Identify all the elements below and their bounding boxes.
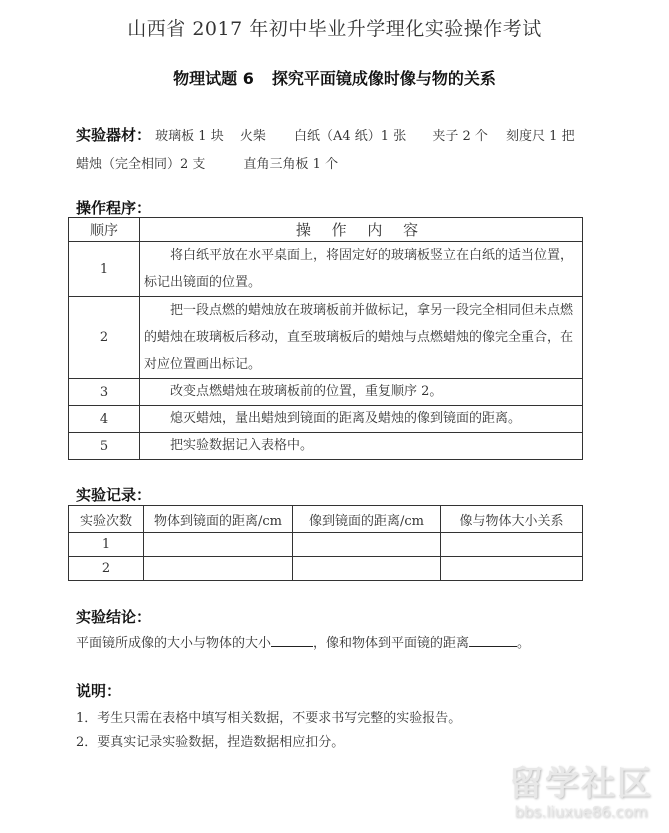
step-text: 改变点燃蜡烛在玻璃板前的位置，重复顺序 2。 xyxy=(140,379,583,406)
step-text: 把实验数据记入表格中。 xyxy=(140,433,583,460)
table-row xyxy=(69,433,583,460)
subtitle-topic: 探究平面镜成像时像与物的关系 xyxy=(271,69,496,88)
materials-line-2 xyxy=(76,153,575,172)
object-distance-cell[interactable] xyxy=(144,533,293,557)
object-distance-cell[interactable] xyxy=(144,557,293,581)
step-text: 将白纸平放在水平桌面上，将固定好的玻璃板竖立在白纸的适当位置，标记出镜面的位置。 xyxy=(140,242,583,297)
step-number: 1 xyxy=(69,242,140,297)
record-heading: 实验记录： xyxy=(76,486,152,504)
material-item: 刻度尺 1 把 xyxy=(506,129,575,144)
conclusion-text xyxy=(76,632,530,651)
document-title: 山西省 2017 年初中毕业升学理化实验操作考试 xyxy=(127,18,542,40)
conclusion-part-1: 平面镜所成像的大小与物体的大小 xyxy=(76,636,272,651)
column-header: 像与物体大小关系 xyxy=(441,506,583,533)
record-table xyxy=(68,505,583,581)
image-distance-cell[interactable] xyxy=(293,557,441,581)
watermark-logo xyxy=(501,765,661,827)
size-relation-cell[interactable] xyxy=(441,557,583,581)
image-distance-cell[interactable] xyxy=(293,533,441,557)
column-header: 物体到镜面的距离/cm xyxy=(144,506,293,533)
procedure-header-row xyxy=(69,218,583,242)
note-item: 2．要真实记录实验数据，捏造数据相应扣分。 xyxy=(76,735,345,750)
materials-line-1 xyxy=(76,124,575,145)
trial-number: 2 xyxy=(69,557,144,581)
step-number: 5 xyxy=(69,433,140,460)
step-text: 把一段点燃的蜡烛放在玻璃板前并做标记，拿另一段完全相同但未点燃的蜡烛在玻璃板后移动，直至玻璃板后的蜡烛与点燃蜡烛的像完全重合，在对应位置画出标记。 xyxy=(140,297,583,379)
subtitle-prefix: 物理试题 6 xyxy=(173,69,254,88)
trial-number: 1 xyxy=(69,533,144,557)
table-row xyxy=(69,406,583,433)
column-header: 实验次数 xyxy=(69,506,144,533)
material-item: 直角三角板 1 个 xyxy=(243,157,339,172)
blank-distance-answer[interactable] xyxy=(469,634,517,647)
table-row xyxy=(69,297,583,379)
step-number: 3 xyxy=(69,379,140,406)
watermark-main: 留学社区 xyxy=(509,764,653,804)
notes-heading: 说明： xyxy=(76,682,122,700)
watermark-url: bbs.liuxue86.com xyxy=(514,803,648,821)
record-header-row xyxy=(69,506,583,533)
materials-section xyxy=(76,124,575,172)
conclusion-heading: 实验结论： xyxy=(76,608,152,626)
table-row xyxy=(69,379,583,406)
size-relation-cell[interactable] xyxy=(441,533,583,557)
step-number: 4 xyxy=(69,406,140,433)
material-item: 玻璃板 1 块 xyxy=(155,129,224,144)
column-header: 像到镜面的距离/cm xyxy=(293,506,441,533)
table-row xyxy=(69,557,583,581)
material-item: 蜡烛（完全相同）2 支 xyxy=(76,157,206,172)
material-item: 白纸（A4 纸）1 张 xyxy=(294,129,407,144)
note-item: 1．考生只需在表格中填写相关数据，不要求书写完整的实验报告。 xyxy=(76,711,462,726)
materials-heading: 实验器材： xyxy=(76,126,152,144)
document-subtitle xyxy=(0,66,669,89)
column-header: 操 作 内 容 xyxy=(140,218,583,242)
material-item: 火柴 xyxy=(239,129,266,144)
step-text: 熄灭蜡烛，量出蜡烛到镜面的距离及蜡烛的像到镜面的距离。 xyxy=(140,406,583,433)
column-header: 顺序 xyxy=(69,218,140,242)
table-row xyxy=(69,242,583,297)
conclusion-part-2: ，像和物体到平面镜的距离 xyxy=(313,636,470,651)
procedure-table xyxy=(68,217,583,460)
procedure-heading: 操作程序： xyxy=(76,199,152,217)
material-item: 夹子 2 个 xyxy=(432,129,488,144)
step-number: 2 xyxy=(69,297,140,379)
table-row xyxy=(69,533,583,557)
blank-size-answer[interactable] xyxy=(271,634,313,647)
conclusion-part-3: 。 xyxy=(517,636,531,651)
